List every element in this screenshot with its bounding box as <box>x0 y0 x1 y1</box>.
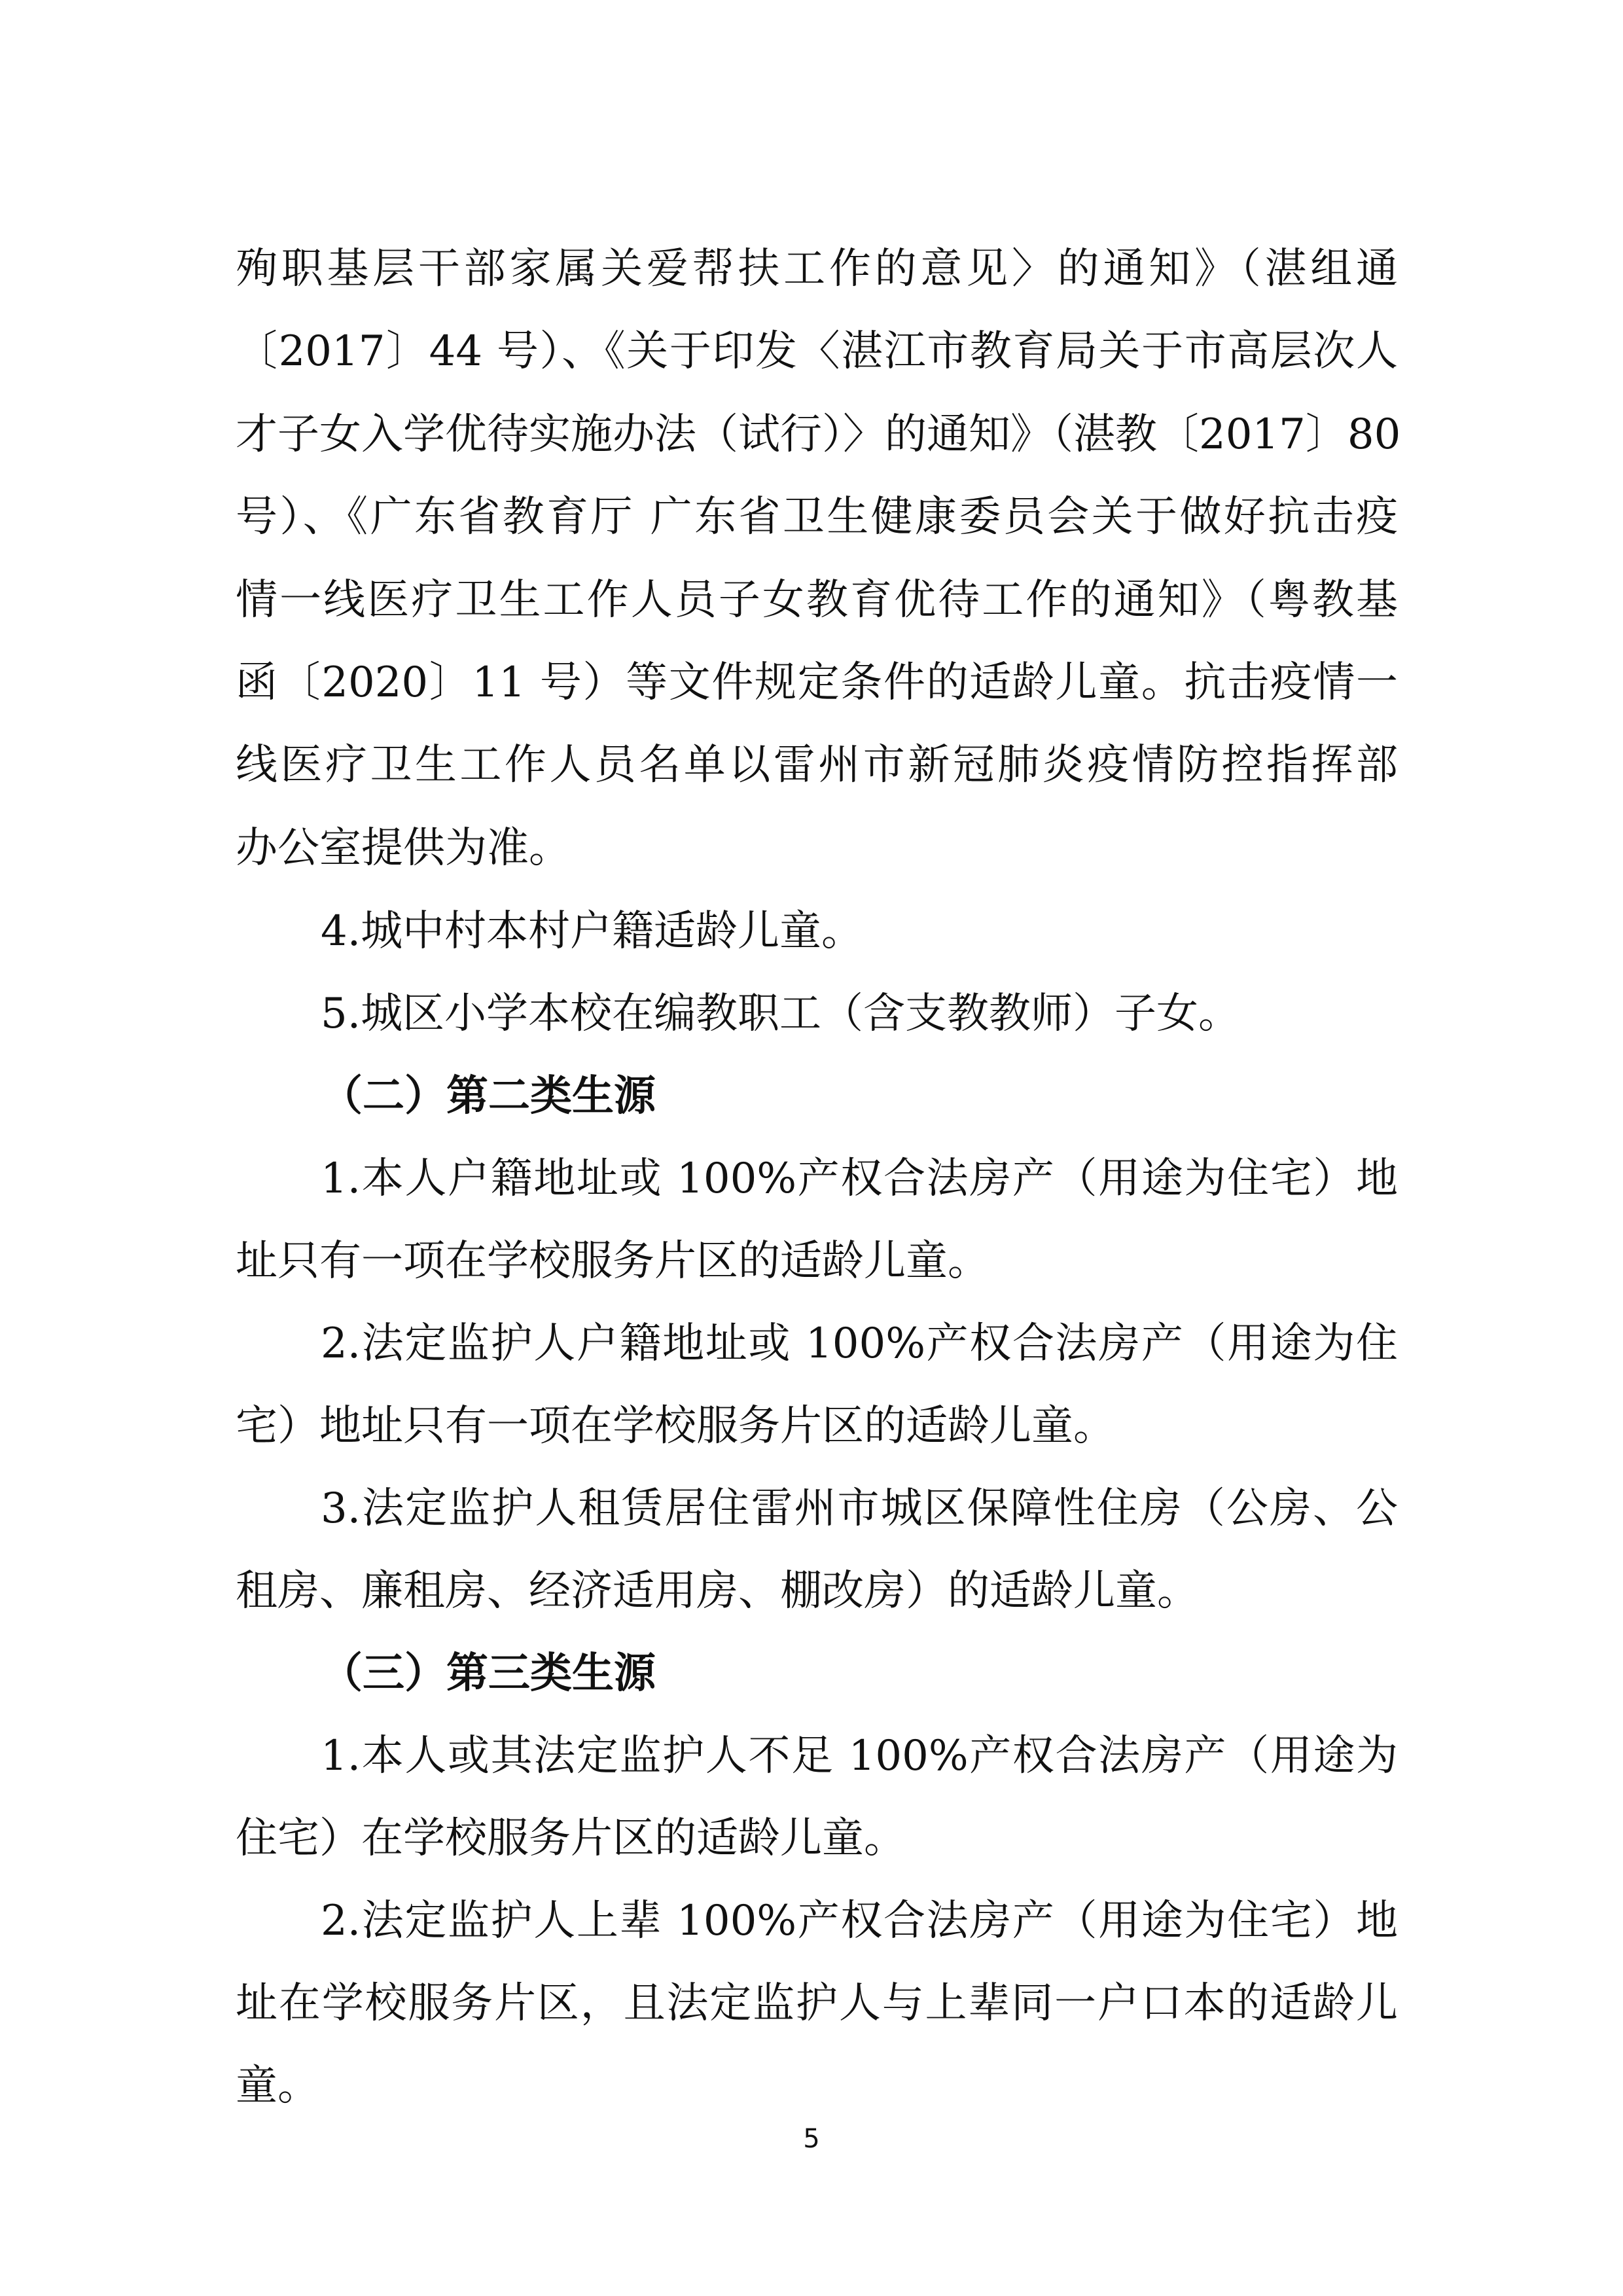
list-item: 4.城中村本村户籍适龄儿童。 <box>321 907 864 956</box>
paragraph-line: 才子女入学优待实施办法（试行）〉的通知》（湛教〔2017〕80 <box>236 410 1401 459</box>
list-item: 2.法定监护人上辈 100%产权合法房产（用途为住宅）地 <box>321 1897 1398 1945</box>
paragraph-line: 函〔2020〕11 号）等文件规定条件的适龄儿童。抗击疫情一 <box>236 658 1398 707</box>
section-heading: （三）第三类生源 <box>321 1649 656 1698</box>
paragraph-line: 殉职基层干部家属关爱帮扶工作的意见〉的通知》（湛组通 <box>236 245 1398 293</box>
paragraph-line: 童。 <box>236 2062 319 2110</box>
page-number: 5 <box>803 2124 820 2154</box>
list-item: 5.城区小学本校在编教职工（含支教教师）子女。 <box>321 990 1241 1038</box>
paragraph-line: 址只有一项在学校服务片区的适龄儿童。 <box>236 1237 990 1285</box>
paragraph-line: 住宅）在学校服务片区的适龄儿童。 <box>236 1814 906 1863</box>
paragraph-line: 宅）地址只有一项在学校服务片区的适龄儿童。 <box>236 1402 1115 1450</box>
list-item: 1.本人或其法定监护人不足 100%产权合法房产（用途为 <box>321 1732 1398 1780</box>
paragraph-line: 租房、廉租房、经济适用房、棚改房）的适龄儿童。 <box>236 1567 1199 1615</box>
paragraph-line: 址在学校服务片区，且法定监护人与上辈同一户口本的适龄儿 <box>236 1979 1398 2028</box>
paragraph-line: 号）、《广东省教育厅 广东省卫生健康委员会关于做好抗击疫 <box>236 493 1398 541</box>
paragraph-line: 情一线医疗卫生工作人员子女教育优待工作的通知》（粤教基 <box>236 576 1398 624</box>
paragraph-line: 办公室提供为准。 <box>236 824 571 872</box>
paragraph-line: 线医疗卫生工作人员名单以雷州市新冠肺炎疫情防控指挥部 <box>236 741 1398 789</box>
list-item: 2.法定监护人户籍地址或 100%产权合法房产（用途为住 <box>321 1319 1398 1368</box>
list-item: 3.法定监护人租赁居住雷州市城区保障性住房（公房、公 <box>321 1484 1398 1533</box>
list-item: 1.本人户籍地址或 100%产权合法房产（用途为住宅）地 <box>321 1155 1398 1203</box>
paragraph-line: 〔2017〕44 号）、《关于印发〈湛江市教育局关于市高层次人 <box>236 327 1398 376</box>
section-heading: （二）第二类生源 <box>321 1071 656 1121</box>
